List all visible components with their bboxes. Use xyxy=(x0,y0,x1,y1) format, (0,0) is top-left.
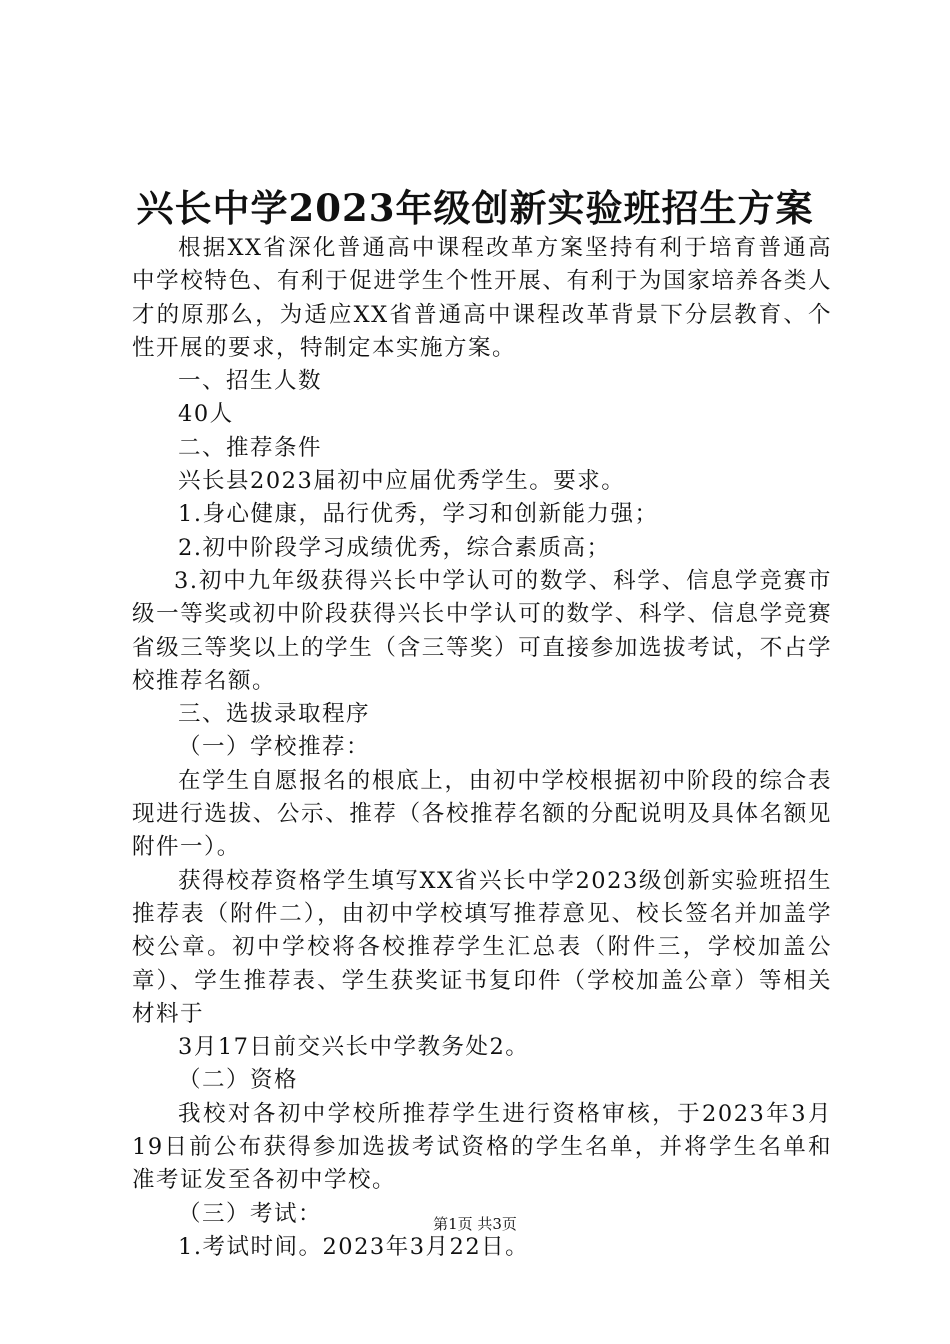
subsection-heading-qualification: （二）资格 xyxy=(178,1067,299,1094)
condition-item-1: 1.身心健康，品行优秀，学习和创新能力强； xyxy=(178,501,659,528)
document-title: 兴长中学2023年级创新实验班招生方案 xyxy=(136,186,814,230)
subsection-heading-exam: （三）考试： xyxy=(178,1200,323,1227)
recommendation-form-paragraph: 获得校荐资格学生填写XX省兴长中学2023级创新实验班招生推荐表（附件二），由初中学校填写推荐意见、校长签名并加盖学校公章。初中学校将各校推荐学生汇总表（附件三，学校加盖公章）、学生推荐表、学生获奖证书复印件（学校加盖公章）等相关材料于 xyxy=(132,867,832,1027)
section-heading-conditions: 二、推荐条件 xyxy=(178,434,323,461)
qualification-paragraph: 我校对各初中学校所推荐学生进行资格审核，于2023年3月19日前公布获得参加选拔考试资格的学生名单，并将学生名单和准考证发至各初中学校。 xyxy=(132,1100,832,1194)
deadline-paragraph: 3月17日前交兴长中学教务处2。 xyxy=(178,1034,530,1061)
condition-item-2: 2.初中阶段学习成绩优秀，综合素质高； xyxy=(178,534,611,561)
subsection-heading-recommendation: （一）学校推荐： xyxy=(178,734,371,761)
enrollment-count: 40人 xyxy=(178,401,234,428)
intro-paragraph: 根据XX省深化普通高中课程改革方案坚持有利于培育普通高中学校特色、有利于促进学生个性开展、有利于为国家培养各类人才的原那么，为适应XX省普通高中课程改革背景下分层教育、个性开展的要求，特制定本实施方案。 xyxy=(132,235,832,361)
conditions-intro: 兴长县2023届初中应届优秀学生。要求。 xyxy=(178,468,626,495)
condition-item-3: 3.初中九年级获得兴长中学认可的数学、科学、信息学竞赛市级一等奖或初中阶段获得兴长中学认可的数学、科学、信息学竞赛省级三等奖以上的学生（含三等奖）可直接参加选拔考试，不占学校推荐名额。 xyxy=(132,567,832,694)
section-heading-procedure: 三、选拔录取程序 xyxy=(178,701,371,728)
section-heading-enrollment: 一、招生人数 xyxy=(178,368,323,395)
document-body xyxy=(132,232,832,1264)
page-footer: 第1页 共3页 xyxy=(433,1215,517,1233)
exam-time-paragraph: 1.考试时间。2023年3月22日。 xyxy=(178,1233,530,1260)
recommendation-paragraph: 在学生自愿报名的根底上，由初中学校根据初中阶段的综合表现进行选拔、公示、推荐（各校推荐名额的分配说明及具体名额见附件一）。 xyxy=(132,767,832,861)
